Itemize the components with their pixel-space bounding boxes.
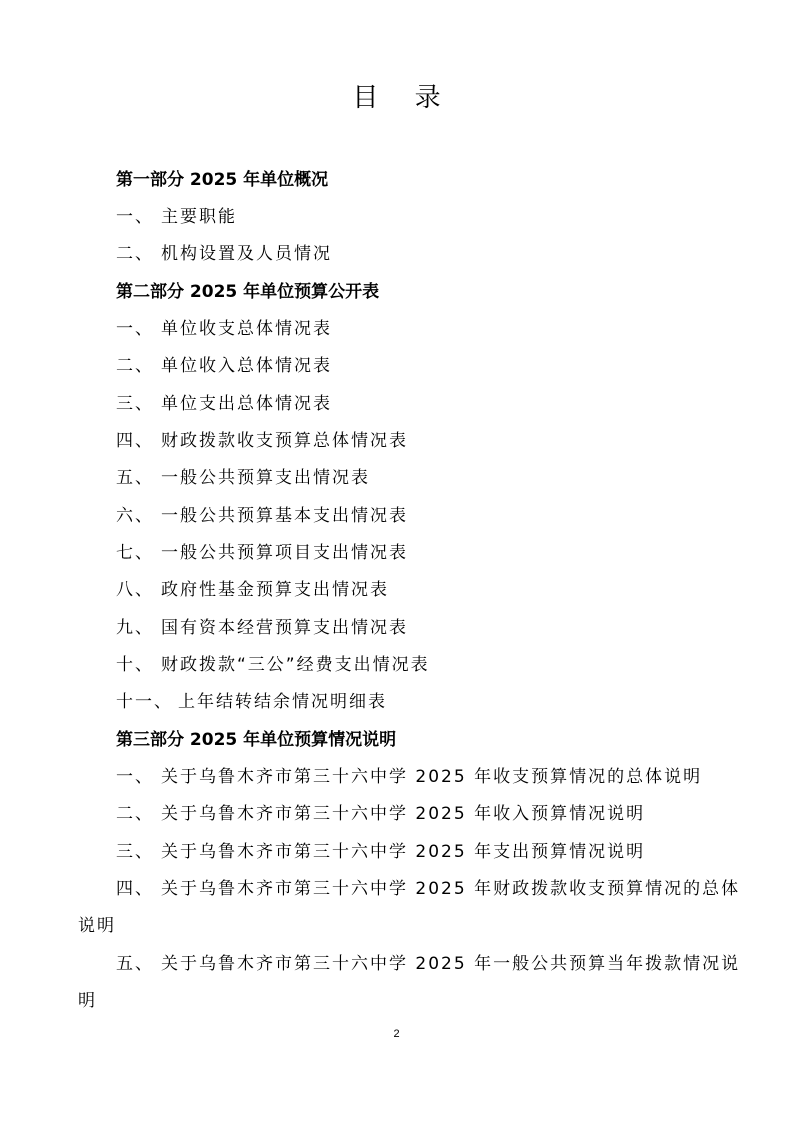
toc-item-text: 政府性基金预算支出情况表 <box>161 580 389 600</box>
toc-item[interactable] <box>116 803 646 825</box>
toc-item[interactable] <box>116 617 408 639</box>
toc-item-text: 财政拨款“三公”经费支出情况表 <box>161 655 430 675</box>
toc-item-text: 一般公共预算基本支出情况表 <box>161 506 408 526</box>
toc-item-number: 十、 <box>116 655 154 675</box>
toc-item-text: 一般公共预算支出情况表 <box>161 468 370 488</box>
page-number: 2 <box>393 1028 400 1040</box>
toc-item[interactable] <box>116 505 408 527</box>
toc-item-number: 一、 <box>116 767 154 787</box>
toc-item-number: 一、 <box>116 207 154 227</box>
page-title: 目 录 <box>352 83 455 113</box>
toc-item-text: 国有资本经营预算支出情况表 <box>161 618 408 638</box>
toc-item-number: 二、 <box>116 804 154 824</box>
toc-item-text: 关于乌鲁木齐市第三十六中学 2025 年收支预算情况的总体说明 <box>161 767 703 787</box>
toc-item-number: 七、 <box>116 543 154 563</box>
toc-item[interactable] <box>116 206 237 228</box>
toc-item[interactable] <box>116 393 332 415</box>
toc-item-number: 二、 <box>116 356 154 376</box>
toc-item-number: 一、 <box>116 319 154 339</box>
toc-item[interactable] <box>116 766 703 788</box>
toc-item[interactable] <box>116 542 408 564</box>
toc-item[interactable] <box>116 579 389 601</box>
toc-item-text: 财政拨款收支预算总体情况表 <box>161 431 408 451</box>
toc-item-number: 十一、 <box>116 692 173 712</box>
toc-item-number: 八、 <box>116 580 154 600</box>
toc-item-number: 五、 <box>116 954 154 974</box>
toc-item[interactable] <box>116 878 741 900</box>
toc-item-text: 关于乌鲁木齐市第三十六中学 2025 年支出预算情况说明 <box>161 842 646 862</box>
toc-item[interactable] <box>116 841 646 863</box>
toc-item-continuation: 说明 <box>78 916 116 936</box>
part1-heading: 第一部分 2025 年单位概况 <box>116 170 329 190</box>
toc-item[interactable] <box>116 467 370 489</box>
toc-item-number: 五、 <box>116 468 154 488</box>
toc-item-number: 四、 <box>116 431 154 451</box>
toc-item-text: 关于乌鲁木齐市第三十六中学 2025 年一般公共预算当年拨款情况说 <box>161 954 741 974</box>
toc-item-text: 单位支出总体情况表 <box>161 394 332 414</box>
toc-item-text: 单位收入总体情况表 <box>161 356 332 376</box>
toc-item-text: 关于乌鲁木齐市第三十六中学 2025 年财政拨款收支预算情况的总体 <box>161 879 741 899</box>
toc-item-text: 机构设置及人员情况 <box>161 244 332 264</box>
toc-item-number: 九、 <box>116 618 154 638</box>
toc-item-number: 六、 <box>116 506 154 526</box>
toc-item[interactable] <box>116 691 387 713</box>
part2-heading: 第二部分 2025 年单位预算公开表 <box>116 282 380 302</box>
part3-heading: 第三部分 2025 年单位预算情况说明 <box>116 730 397 750</box>
toc-item-number: 三、 <box>116 394 154 414</box>
toc-item-text: 上年结转结余情况明细表 <box>178 692 387 712</box>
toc-item-text: 主要职能 <box>161 207 237 227</box>
toc-item-number: 三、 <box>116 842 154 862</box>
toc-item[interactable] <box>116 430 408 452</box>
toc-item-text: 关于乌鲁木齐市第三十六中学 2025 年收入预算情况说明 <box>161 804 646 824</box>
toc-item[interactable] <box>116 243 332 265</box>
toc-item-continuation: 明 <box>78 991 97 1011</box>
toc-item[interactable] <box>116 654 430 676</box>
toc-item-text: 单位收支总体情况表 <box>161 319 332 339</box>
toc-item[interactable] <box>116 318 332 340</box>
toc-item-text: 一般公共预算项目支出情况表 <box>161 543 408 563</box>
toc-item-number: 二、 <box>116 244 154 264</box>
toc-item-number: 四、 <box>116 879 154 899</box>
toc-item[interactable] <box>116 355 332 377</box>
toc-item[interactable] <box>116 953 741 975</box>
